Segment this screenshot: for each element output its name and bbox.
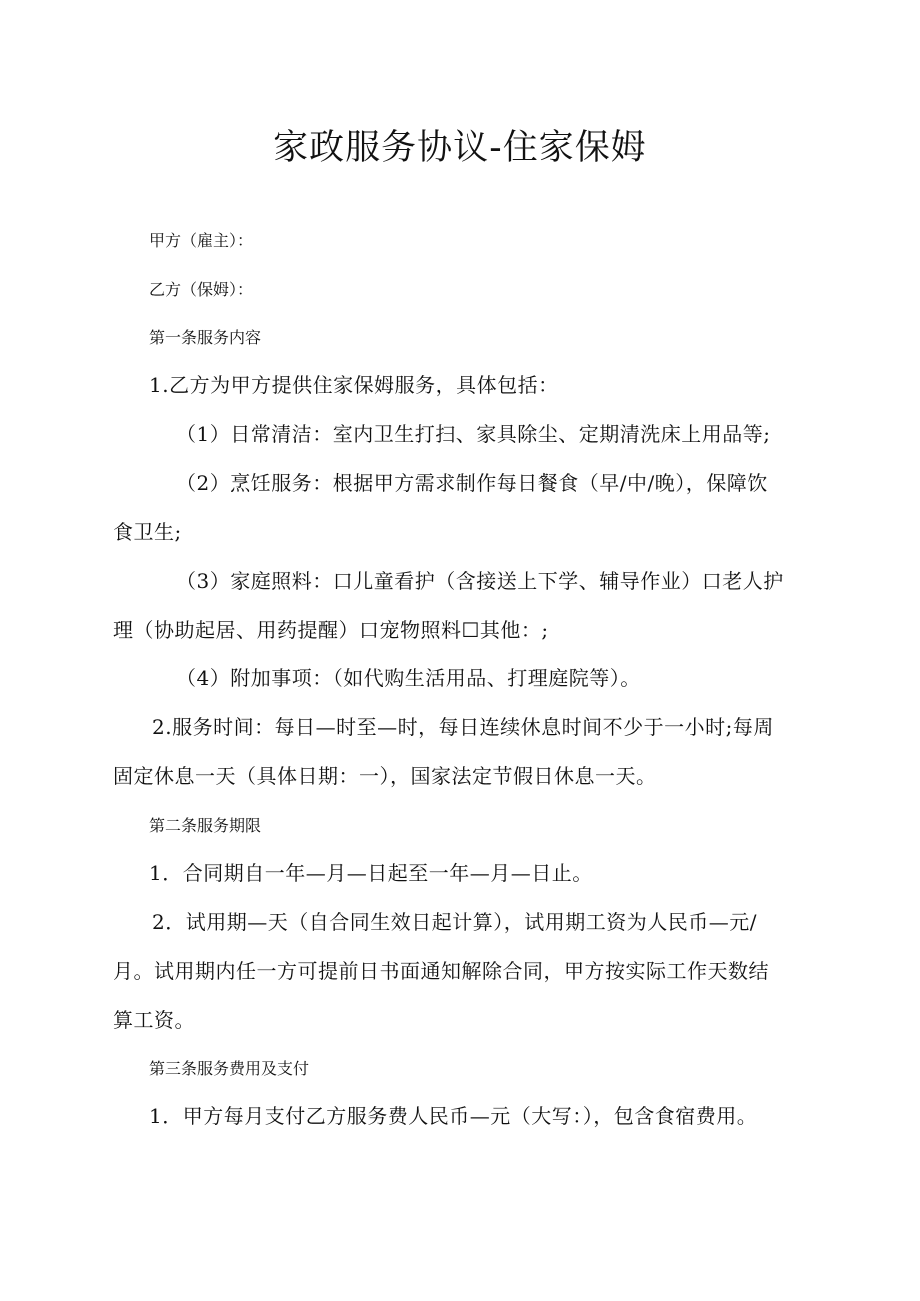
party-a-label: 甲方（雇主）：	[149, 231, 254, 250]
article2-item2-line3: 算工资。	[113, 1008, 195, 1032]
article2-item1: 1．合同期自一年—月—日起至一年—月—日止。	[149, 861, 593, 885]
document-title: 家政服务协议-住家保姆	[273, 128, 647, 168]
article1-item1: 1.乙方为甲方提供住家保姆服务，具体包括：	[149, 373, 559, 397]
article3-heading: 第三条服务费用及支付	[149, 1059, 310, 1078]
article2-heading: 第二条服务期限	[149, 816, 262, 835]
article1-sub3-line1: （3）家庭照料：口儿童看护（含接送上下学、辅导作业）口老人护	[176, 569, 784, 593]
article3-item1: 1．甲方每月支付乙方服务费人民币—元（大写：），包含食宿费用。	[149, 1104, 758, 1128]
article1-sub2-line1: （2）烹饪服务：根据甲方需求制作每日餐食（早/中/晚），保障饮	[176, 471, 768, 495]
article1-sub1: （1）日常清洁：室内卫生打扫、家具除尘、定期清洗床上用品等;	[176, 422, 771, 446]
article2-item2-line1: 2．试用期—天（自合同生效日起计算），试用期工资为人民币—元/	[152, 910, 757, 934]
article1-heading: 第一条服务内容	[149, 328, 262, 347]
article1-sub3-line2: 理（协助起居、用药提醒）口宠物照料☐其他：;	[113, 618, 549, 642]
party-b-label: 乙方（保姆）：	[149, 280, 254, 299]
article1-item2-line2: 固定休息一天（具体日期：一），国家法定节假日休息一天。	[113, 764, 657, 788]
article2-item2-line2: 月。试用期内任一方可提前日书面通知解除合同，甲方按实际工作天数结	[113, 959, 769, 983]
article1-sub2-line2: 食卫生;	[113, 520, 182, 544]
article1-item2-line1: 2.服务时间：每日—时至—时，每日连续休息时间不少于一小时;每周	[152, 715, 774, 739]
article1-sub4: （4）附加事项：（如代购生活用品、打理庭院等）。	[176, 666, 641, 690]
